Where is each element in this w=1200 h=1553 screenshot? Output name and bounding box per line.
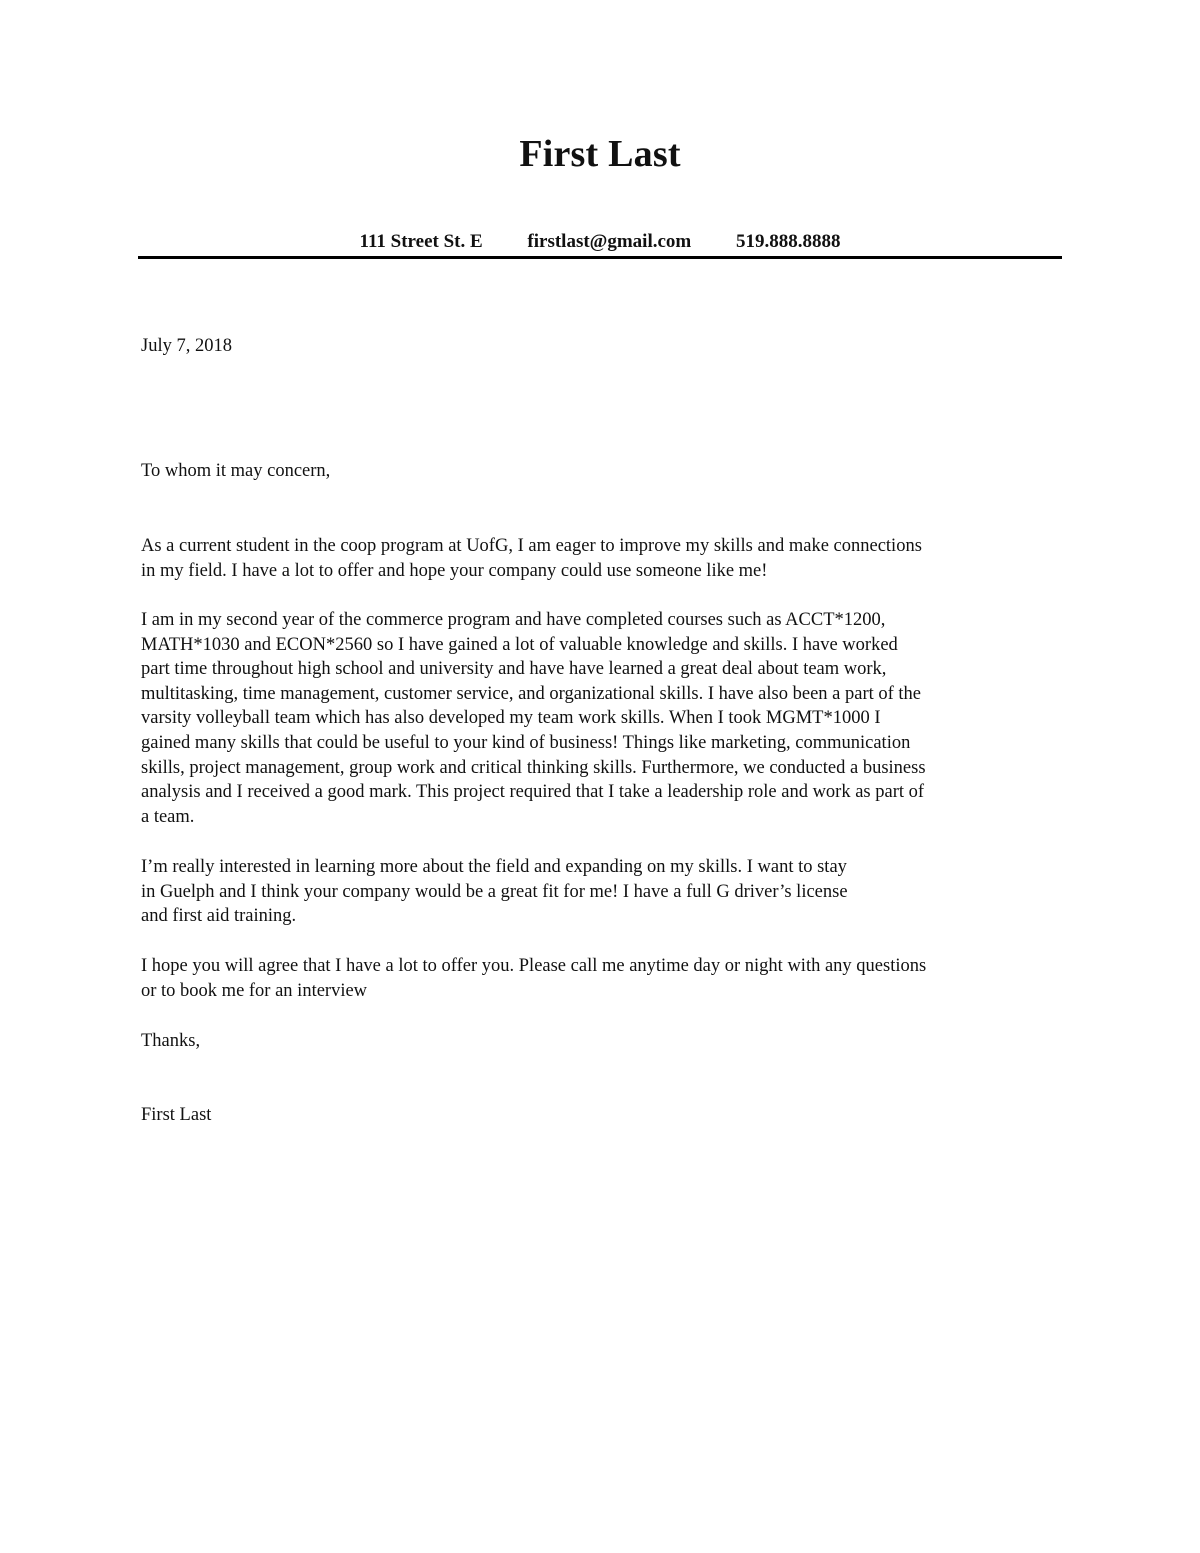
- paragraph-line: part time throughout high school and university and have have learned a great deal about team work,: [141, 659, 887, 680]
- paragraph-line: and first aid training.: [141, 906, 297, 927]
- paragraph-line: I’m really interested in learning more about the field and expanding on my skills. I want to stay: [141, 857, 847, 877]
- paragraph-line: varsity volleyball team which has also developed my team work skills. When I took MGMT*1000 I: [141, 708, 881, 729]
- paragraph-line: multitasking, time management, customer service, and organizational skills. I have also been a part of the: [141, 683, 922, 704]
- paragraph-line: MATH*1030 and ECON*2560 so I have gained a lot of valuable knowledge and skills. I have worked: [141, 634, 898, 655]
- paragraph-line: I am in my second year of the commerce program and have completed courses such as ACCT*1200,: [141, 610, 886, 630]
- letter-signature: First Last: [141, 1105, 212, 1125]
- paragraph-line: gained many skills that could be useful to your kind of business! Things like marketing, communication: [141, 732, 911, 753]
- letter-closing: Thanks,: [141, 1031, 201, 1051]
- sender-phone: 519.888.8888: [736, 231, 841, 252]
- sender-email: firstlast@gmail.com: [527, 231, 692, 252]
- paragraph-line: I hope you will agree that I have a lot to offer you. Please call me anytime day or night with any questions: [141, 956, 927, 976]
- contact-line: [0, 230, 1200, 254]
- paragraph-4: [141, 954, 1061, 1003]
- paragraph-line: a team.: [141, 806, 195, 827]
- letter-date: July 7, 2018: [141, 336, 232, 356]
- paragraph-line: in my field. I have a lot to offer and hope your company could use someone like me!: [141, 560, 768, 581]
- paragraph-line: skills, project management, group work and critical thinking skills. Furthermore, we conducted a business: [141, 757, 926, 778]
- letter-salutation: To whom it may concern,: [141, 461, 331, 481]
- sender-name-heading: First Last: [519, 133, 681, 175]
- header-divider: [138, 256, 1062, 259]
- paragraph-line: or to book me for an interview: [141, 980, 368, 1001]
- paragraph-1: [141, 534, 1061, 583]
- paragraph-line: analysis and I received a good mark. This project required that I take a leadership role and work as part of: [141, 782, 925, 803]
- sender-address: 111 Street St. E: [359, 231, 483, 252]
- paragraph-3: [141, 855, 1061, 929]
- paragraph-line: As a current student in the coop program at UofG, I am eager to improve my skills and make connections: [141, 536, 922, 556]
- paragraph-line: in Guelph and I think your company would be a great fit for me! I have a full G driver’s license: [141, 881, 848, 902]
- paragraph-2: [141, 608, 1061, 829]
